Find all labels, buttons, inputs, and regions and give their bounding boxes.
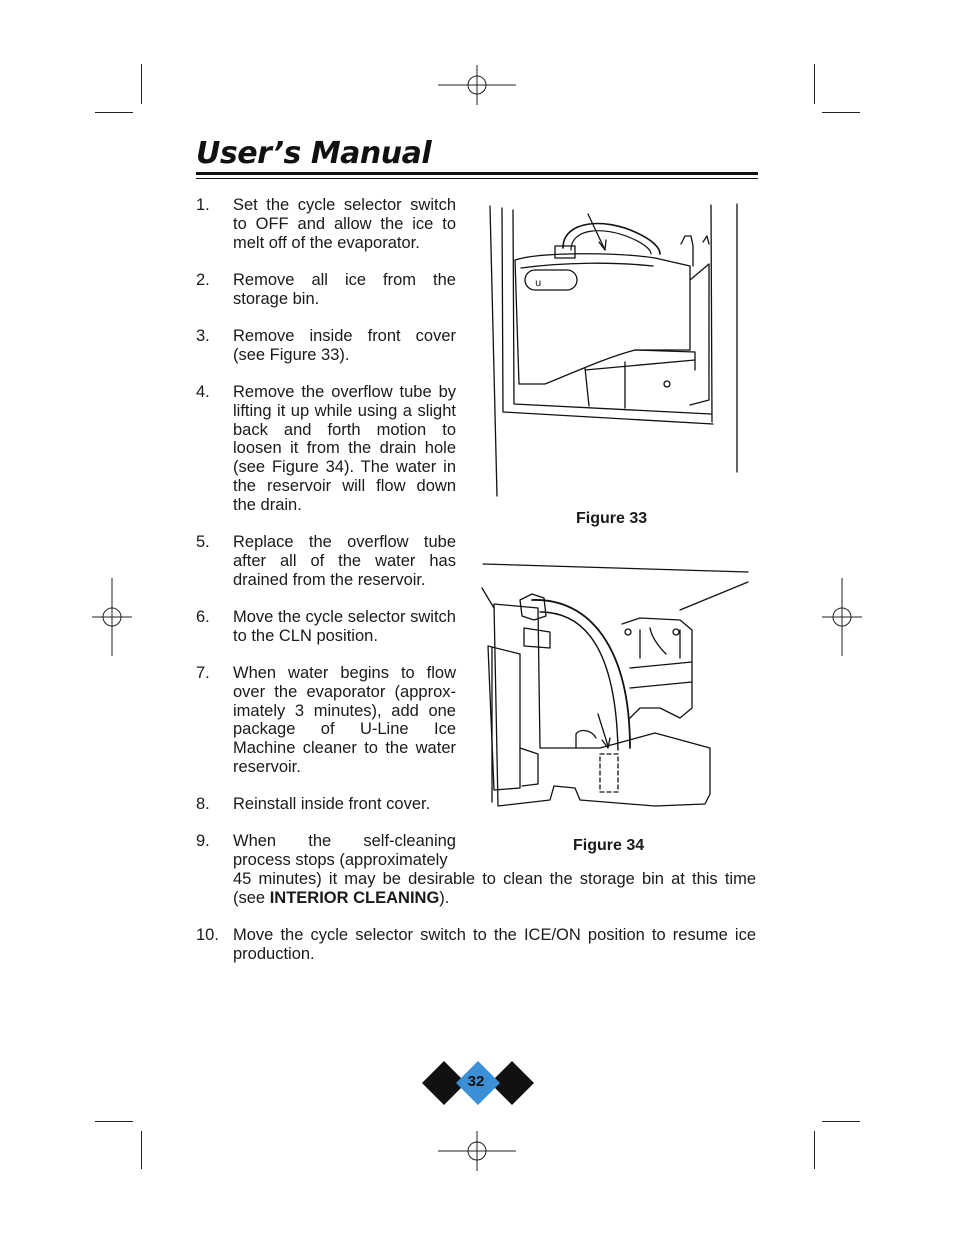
page-title: User’s Manual xyxy=(196,136,432,171)
step-text: Set the cycle selector switch to OFF and allow the ice to melt off of the evaporator. xyxy=(233,196,456,252)
step-text: Remove all ice from the storage bin. xyxy=(233,271,456,308)
page-number: 32 xyxy=(467,1073,485,1090)
step-number: 1. xyxy=(196,196,210,214)
figure-33-illustration xyxy=(485,200,747,500)
step-number: 7. xyxy=(196,664,210,682)
step-text: Move the cycle selector switch to the ICE/ON position to resume ice production. xyxy=(233,926,756,963)
step-number: 3. xyxy=(196,327,210,345)
step-text-before: 45 minutes) it may be desirable to clean the storage bin at this time (see xyxy=(233,870,756,907)
step-text: Replace the overflow tube after all of the water has drained from the reservoir. xyxy=(233,533,456,589)
step-text: When water begins to flow over the evaporator (approx-imately 3 minutes), add one package of U-Line Ice Machine cleaner to the water reservoir. xyxy=(233,664,456,776)
step-number: 9. xyxy=(196,832,210,850)
step-text: Remove the overflow tube by lifting it up while using a slight back and forth motion to loosen it from the drain hole (see Figure 34). The water in the reservoir will flow down the drain. xyxy=(233,383,456,514)
interior-cleaning-reference: INTERIOR CLEANING xyxy=(269,888,440,907)
step-text-wide xyxy=(233,870,756,908)
step-text-after: ). xyxy=(439,888,450,907)
registration-mark-right xyxy=(822,578,862,656)
step-text-narrow: When the self-cleaning process stops (approximately xyxy=(233,832,456,869)
step-number: 8. xyxy=(196,795,210,813)
step-number: 6. xyxy=(196,608,210,626)
registration-mark-top xyxy=(438,65,516,105)
registration-mark-bottom xyxy=(438,1131,516,1171)
step-text: Reinstall inside front cover. xyxy=(233,795,431,813)
step-text: Remove inside front cover (see Figure 33). xyxy=(233,327,456,364)
registration-mark-left xyxy=(92,578,132,656)
figure-33-caption: Figure 33 xyxy=(576,510,648,527)
step-text: Move the cycle selector switch to the CLN position. xyxy=(233,608,456,645)
figure-34-caption: Figure 34 xyxy=(573,837,645,854)
figure-33-label: u xyxy=(535,278,542,289)
title-rule-thick xyxy=(196,172,758,175)
step-number: 4. xyxy=(196,383,210,401)
step-number: 2. xyxy=(196,271,210,289)
step-number: 5. xyxy=(196,533,210,551)
title-rule-thin xyxy=(196,178,758,179)
step-number: 10. xyxy=(196,926,219,944)
figure-34-illustration xyxy=(480,558,752,814)
